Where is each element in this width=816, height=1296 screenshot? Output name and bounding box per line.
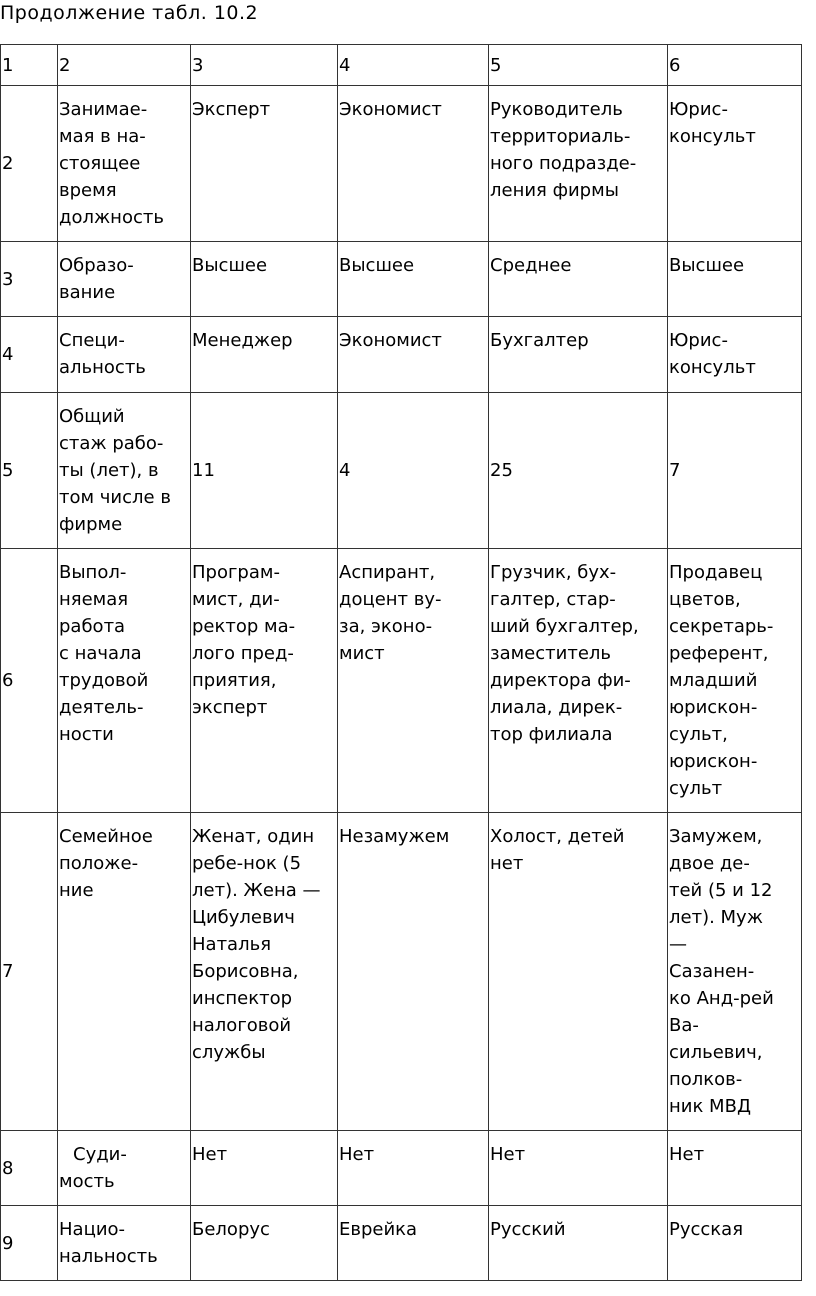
data-table	[0, 44, 802, 1281]
value-cell	[191, 393, 338, 549]
value-cell	[489, 813, 668, 1131]
header-cell: 6	[668, 45, 802, 86]
cell-text-line: сульт,	[669, 724, 728, 745]
cell-text-line: Цибулевич	[192, 907, 295, 928]
value-cell	[668, 1131, 802, 1206]
cell-text-line: ший бухгалтер,	[490, 616, 639, 637]
cell-text-line: заместитель	[490, 643, 612, 664]
row-number-cell: 5	[1, 393, 58, 549]
cell-text-line: фирме	[59, 514, 123, 535]
cell-text-line: Выпол-	[59, 562, 127, 583]
value-cell	[489, 1131, 668, 1206]
row-label-cell	[58, 242, 191, 317]
value-cell	[338, 393, 489, 549]
value-cell	[489, 549, 668, 813]
cell-text-line: Еврейка	[339, 1219, 418, 1240]
value-cell	[489, 242, 668, 317]
row-label-cell	[58, 317, 191, 393]
cell-text-line: эксперт	[192, 697, 268, 718]
cell-text-line: Бухгалтер	[490, 330, 589, 351]
cell-text-line: трудовой	[59, 670, 149, 691]
cell-text-line: налоговой	[192, 1015, 292, 1036]
cell-text-line: Образо-	[59, 255, 134, 276]
cell-text-line: ректор ма-	[192, 616, 296, 637]
cell-text-line: Экономист	[339, 330, 442, 351]
cell-text-line: Суди-	[73, 1144, 127, 1165]
value-cell	[489, 317, 668, 393]
row-number-cell: 6	[1, 549, 58, 813]
cell-text-line: ние	[59, 880, 94, 901]
header-cell: 4	[338, 45, 489, 86]
cell-text-line: стоящее	[59, 153, 141, 174]
table-row	[1, 1206, 802, 1281]
cell-text-line: доцент ву-	[339, 589, 442, 610]
value-cell	[489, 393, 668, 549]
row-label-cell	[58, 86, 191, 242]
row-label-cell	[58, 1206, 191, 1281]
cell-text-line: нет	[490, 853, 524, 874]
cell-text-line: Русский	[490, 1219, 566, 1240]
value-cell	[338, 813, 489, 1131]
value-cell	[338, 549, 489, 813]
value-cell	[191, 86, 338, 242]
cell-text-line: положе-	[59, 853, 139, 874]
cell-text-line: младший	[669, 670, 758, 691]
cell-text-line: 11	[192, 460, 215, 481]
cell-text-line: Нацио-	[59, 1219, 126, 1240]
row-label-cell	[58, 1131, 191, 1206]
cell-text-line: тей (5 и 12	[669, 880, 773, 901]
table-row	[1, 1131, 802, 1206]
cell-text-line: директора фи-	[490, 670, 631, 691]
cell-text-line: ного подразде-	[490, 153, 637, 174]
table-row	[1, 86, 802, 242]
row-number-cell: 9	[1, 1206, 58, 1281]
row-number-cell: 8	[1, 1131, 58, 1206]
cell-text-line: лиала, дирек-	[490, 697, 623, 718]
value-cell	[191, 813, 338, 1131]
cell-text-line: деятель-	[59, 697, 144, 718]
value-cell	[489, 1206, 668, 1281]
cell-text-line: Занимае-	[59, 99, 148, 120]
value-cell	[668, 86, 802, 242]
cell-text-line: юрискон-	[669, 751, 758, 772]
cell-text-line: 4	[339, 460, 351, 481]
cell-text-line: юрискон-	[669, 697, 758, 718]
cell-text-line: за, эконо-	[339, 616, 433, 637]
row-number-cell: 2	[1, 86, 58, 242]
cell-text-line: Высшее	[339, 255, 415, 276]
value-cell	[338, 1131, 489, 1206]
value-cell	[338, 317, 489, 393]
cell-text-line: 7	[669, 460, 681, 481]
cell-text-line: должность	[59, 207, 164, 228]
cell-text-line: полков-	[669, 1069, 743, 1090]
cell-text-line: лет). Муж	[669, 907, 763, 928]
cell-text-line: Замужем,	[669, 826, 763, 847]
header-cell: 5	[489, 45, 668, 86]
header-cell: 3	[191, 45, 338, 86]
cell-text-line: Русская	[669, 1219, 744, 1240]
cell-text-line: Среднее	[490, 255, 572, 276]
value-cell	[191, 549, 338, 813]
cell-text-line: 25	[490, 460, 513, 481]
cell-text-line: мая в на-	[59, 126, 146, 147]
value-cell	[191, 1131, 338, 1206]
cell-text-line: галтер, стар-	[490, 589, 616, 610]
cell-text-line: ления фирмы	[490, 180, 619, 201]
cell-text-line: лого пред-	[192, 643, 294, 664]
cell-text-line: тор филиала	[490, 724, 613, 745]
row-number-cell: 4	[1, 317, 58, 393]
cell-text-line: Ва-	[669, 1015, 699, 1036]
header-cell: 2	[58, 45, 191, 86]
value-cell	[668, 317, 802, 393]
cell-text-line: мист	[339, 643, 385, 664]
cell-text-line: сильевич,	[669, 1042, 763, 1063]
cell-text-line: мист, ди-	[192, 589, 280, 610]
cell-text-line: Юрис-	[669, 99, 728, 120]
cell-text-line: стаж рабо-	[59, 433, 164, 454]
value-cell	[668, 242, 802, 317]
cell-text-line: ник МВД	[669, 1096, 752, 1117]
cell-text-line: службы	[192, 1042, 266, 1063]
value-cell	[191, 317, 338, 393]
cell-text-line: Незамужем	[339, 826, 450, 847]
cell-text-line: работа	[59, 616, 126, 637]
row-label-cell	[58, 549, 191, 813]
table-row	[1, 549, 802, 813]
cell-text-line: референт,	[669, 643, 769, 664]
cell-text-line: Сазанен-	[669, 961, 755, 982]
cell-text-line: Продавец	[669, 562, 763, 583]
table-row	[1, 317, 802, 393]
cell-text-line: ты (лет), в	[59, 460, 159, 481]
cell-text-line: Руководитель	[490, 99, 623, 120]
value-cell	[338, 86, 489, 242]
cell-text-line: Нет	[339, 1144, 375, 1165]
cell-text-line: Юрис-	[669, 330, 728, 351]
cell-text-line: альность	[59, 357, 146, 378]
value-cell	[338, 242, 489, 317]
cell-text-line: Менеджер	[192, 330, 293, 351]
cell-text-line: Холост, детей	[490, 826, 625, 847]
cell-text-line: с начала	[59, 643, 142, 664]
value-cell	[489, 86, 668, 242]
cell-text-line: Женат, один	[192, 826, 315, 847]
cell-text-line: том числе в	[59, 487, 171, 508]
header-row	[1, 45, 802, 86]
cell-text-line: ребе-нок (5	[192, 853, 302, 874]
cell-text-line: Семейное	[59, 826, 153, 847]
cell-text-line: мость	[59, 1171, 115, 1192]
cell-text-line: секретарь-	[669, 616, 774, 637]
row-number-cell: 3	[1, 242, 58, 317]
cell-text-line: сульт	[669, 778, 723, 799]
value-cell	[668, 813, 802, 1131]
cell-text-line: Общий	[59, 406, 125, 427]
cell-text-line: Борисовна,	[192, 961, 299, 982]
cell-text-line: консульт	[669, 357, 756, 378]
cell-text-line: Грузчик, бух-	[490, 562, 617, 583]
cell-text-line: Нет	[490, 1144, 526, 1165]
cell-text-line: приятия,	[192, 670, 277, 691]
cell-text-line: Высшее	[669, 255, 745, 276]
cell-text-line: нальность	[59, 1246, 158, 1267]
cell-text-line: территориаль-	[490, 126, 631, 147]
cell-text-line: ко Анд-рей	[669, 988, 774, 1009]
cell-text-line: няемая	[59, 589, 129, 610]
cell-text-line: Аспирант,	[339, 562, 436, 583]
table-caption: Продолжение табл. 10.2	[0, 2, 259, 24]
value-cell	[668, 549, 802, 813]
row-label-cell	[58, 393, 191, 549]
cell-text-line: —	[669, 934, 687, 955]
value-cell	[338, 1206, 489, 1281]
cell-text-line: Экономист	[339, 99, 442, 120]
value-cell	[668, 393, 802, 549]
cell-text-line: Нет	[669, 1144, 705, 1165]
cell-text-line: Наталья	[192, 934, 272, 955]
cell-text-line: Эксперт	[192, 99, 271, 120]
value-cell	[668, 1206, 802, 1281]
cell-text-line: Специ-	[59, 330, 125, 351]
cell-text-line: консульт	[669, 126, 756, 147]
cell-text-line: вание	[59, 282, 116, 303]
cell-text-line: ности	[59, 724, 114, 745]
cell-text-line: Высшее	[192, 255, 268, 276]
cell-text-line: время	[59, 180, 117, 201]
cell-text-line: Програм-	[192, 562, 280, 583]
row-label-cell	[58, 813, 191, 1131]
value-cell	[191, 1206, 338, 1281]
table-row	[1, 242, 802, 317]
cell-text-line: лет). Жена —	[192, 880, 321, 901]
value-cell	[191, 242, 338, 317]
cell-text-line: цветов,	[669, 589, 741, 610]
cell-text-line: инспектор	[192, 988, 293, 1009]
row-number-cell: 7	[1, 813, 58, 1131]
cell-text-line: Белорус	[192, 1219, 270, 1240]
table-row	[1, 393, 802, 549]
table-row	[1, 813, 802, 1131]
header-cell: 1	[1, 45, 58, 86]
cell-text-line: Нет	[192, 1144, 228, 1165]
cell-text-line: двое де-	[669, 853, 750, 874]
